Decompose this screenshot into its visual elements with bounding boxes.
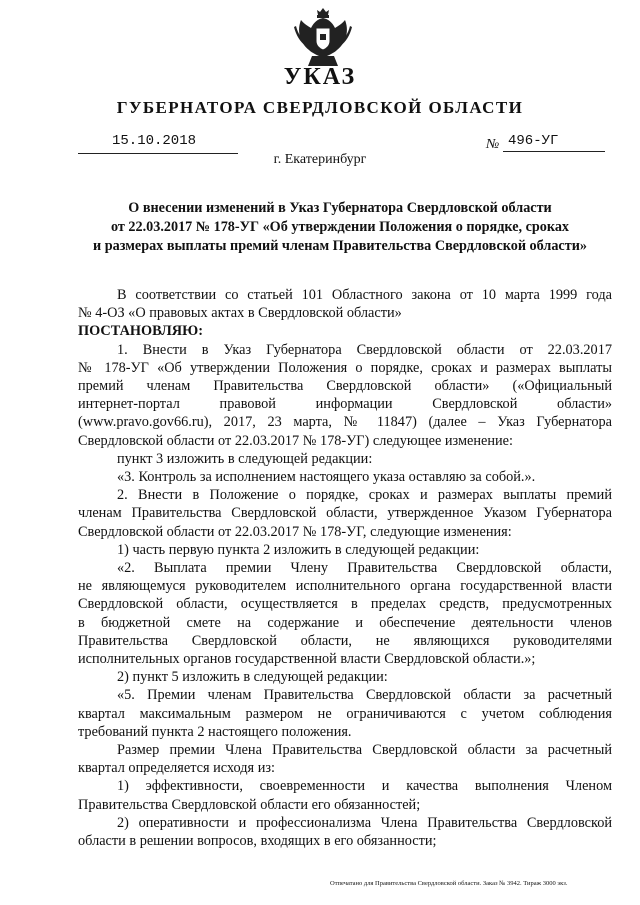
- text-line: Размер премии Члена Правительства Свердловской области за расчетный: [117, 742, 612, 759]
- text-line: 1) часть первую пункта 2 изложить в следующей редакции:: [117, 541, 480, 558]
- text-line: не являющемуся руководителем исполнительного органа государственной власти: [78, 578, 612, 595]
- body-text: [78, 286, 612, 850]
- heading-line: О внесении изменений в Указ Губернатора Свердловской области: [128, 200, 552, 216]
- text-line: Правительства Свердловской области, не являющихся руководителями: [78, 632, 612, 649]
- text-line: 1) эффективности, своевременности и качества выполнения Членом: [117, 778, 612, 795]
- document-date: 15.10.2018: [112, 133, 197, 149]
- text-line: «3. Контроль за исполнением настоящего указа оставляю за собой.».: [117, 469, 536, 486]
- text-line: 2) пункт 5 изложить в следующей редакции:: [117, 669, 388, 686]
- text-line: членам Правительства Свердловской области, утвержденное Указом Губернатора: [78, 505, 612, 522]
- text-line: «5. Премии членам Правительства Свердловской области за расчетный: [117, 687, 612, 704]
- document-city: г. Екатеринбург: [273, 152, 367, 167]
- document-number: 496-УГ: [508, 133, 559, 149]
- text-line: Свердловской области, осуществляется в пределах средств, предусмотренных: [78, 596, 612, 613]
- text-line: «2. Выплата премии Члену Правительства Свердловской области,: [117, 560, 612, 577]
- text-line: В соответствии со статьей 101 Областного закона от 10 марта 1999 года: [117, 287, 612, 303]
- text-line: области в решении вопросов, входящих в его обязанности;: [78, 833, 437, 850]
- text-line: № 4-ОЗ «О правовых актах в Свердловской области»: [78, 305, 402, 322]
- coat-of-arms-emblem: [292, 6, 354, 68]
- text-line: пункт 3 изложить в следующей редакции:: [117, 450, 373, 467]
- text-line: Правительства Свердловской области его обязанностей;: [78, 796, 421, 813]
- text-line: в бюджетной смете на содержание и обеспечение деятельности членов: [78, 614, 612, 631]
- text-line: № 178-УГ «Об утверждении Положения о порядке, сроках и размерах выплаты: [78, 359, 612, 376]
- document-heading: [60, 199, 620, 256]
- document-title: УКАЗ: [283, 64, 357, 90]
- text-line: премий членам Правительства Свердловской области» («Официальный: [78, 378, 612, 395]
- text-line: квартал максимальным размером не ограничиваются с учетом соблюдения: [78, 705, 612, 722]
- text-line: интернет-портал правовой информации Свердловской области»: [78, 396, 612, 413]
- text-line: (www.pravo.gov66.ru), 2017, 23 марта, № 11847) (далее – Указ Губернатора: [78, 414, 612, 431]
- text-line: квартал определяется исходя из:: [78, 760, 275, 777]
- text-line: 2) оперативности и профессионализма Члена Правительства Свердловской: [117, 814, 612, 831]
- heading-line: и размерах выплаты премий членам Правительства Свердловской области»: [93, 238, 587, 254]
- number-label: №: [486, 137, 500, 152]
- text-line: исполнительных органов государственной власти Свердловской области.»;: [78, 651, 536, 668]
- document-subtitle: ГУБЕРНАТОРА СВЕРДЛОВСКОЙ ОБЛАСТИ: [116, 98, 524, 117]
- text-line: требований пункта 2 настоящего положения.: [78, 723, 352, 740]
- text-line: Свердловской области от 22.03.2017 № 178-УГ) следующее изменение:: [78, 432, 513, 449]
- text-line: 1. Внести в Указ Губернатора Свердловской области от 22.03.2017: [117, 341, 612, 358]
- decree-word: ПОСТАНОВЛЯЮ:: [78, 323, 203, 340]
- heading-line: от 22.03.2017 № 178-УГ «Об утверждении Положения о порядке, сроках: [110, 219, 570, 235]
- text-line: Свердловской области от 22.03.2017 № 178-УГ, следующие изменения:: [78, 523, 512, 540]
- text-line: 2. Внести в Положение о порядке, сроках и размерах выплаты премий: [117, 487, 612, 504]
- print-footer: Отпечатано для Правительства Свердловской области. Заказ № 3942. Тираж 3000 экз.: [330, 880, 568, 887]
